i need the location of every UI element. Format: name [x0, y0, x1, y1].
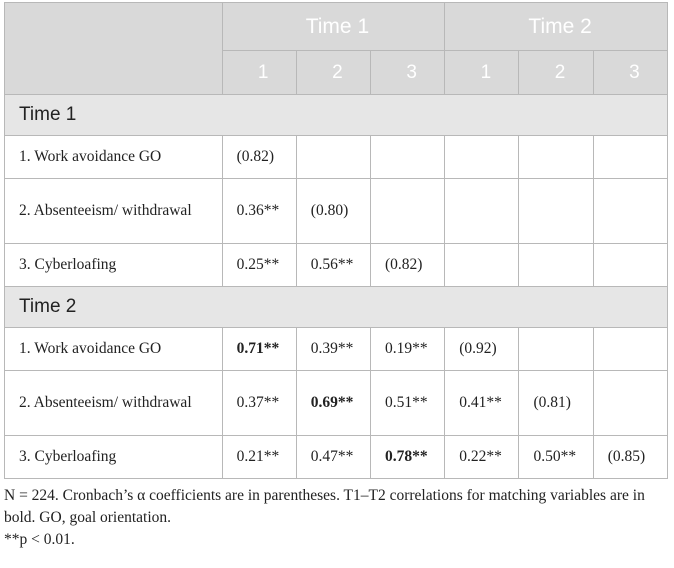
note-sample-size: N = 224. Cronbach’s α coefficients are in parentheses. T1–T2 correlations for matching variables are in bold. GO, goal orientation. — [4, 487, 645, 526]
table-cell: 0.22** — [445, 436, 519, 479]
table-cell — [445, 179, 519, 244]
header-col-t1-3: 3 — [371, 51, 445, 95]
header-corner — [5, 3, 223, 95]
header-col-t2-1: 1 — [445, 51, 519, 95]
table-cell: 0.21** — [222, 436, 296, 479]
table-cell — [519, 244, 593, 287]
note-significance: **p < 0.01. — [4, 531, 75, 548]
table-cell — [445, 136, 519, 179]
row-label: 3. Cyberloafing — [5, 244, 223, 287]
table-cell: 0.78** — [371, 436, 445, 479]
table-cell: 0.41** — [445, 371, 519, 436]
table-cell — [519, 328, 593, 371]
table-cell: 0.37** — [222, 371, 296, 436]
table-cell: 0.25** — [222, 244, 296, 287]
table-cell — [593, 328, 667, 371]
table-cell: (0.92) — [445, 328, 519, 371]
table-row — [5, 328, 668, 371]
section-title: Time 1 — [5, 95, 668, 136]
row-label: 1. Work avoidance GO — [5, 328, 223, 371]
row-label: 1. Work avoidance GO — [5, 136, 223, 179]
table-cell: 0.56** — [296, 244, 370, 287]
table-cell: (0.82) — [371, 244, 445, 287]
table-row — [5, 244, 668, 287]
table-cell: 0.51** — [371, 371, 445, 436]
header-row-time — [5, 3, 668, 51]
table-cell: (0.81) — [519, 371, 593, 436]
table-cell — [593, 179, 667, 244]
table-cell — [593, 244, 667, 287]
table-cell: (0.85) — [593, 436, 667, 479]
table-cell: 0.71** — [222, 328, 296, 371]
table-cell — [593, 136, 667, 179]
header-col-t2-3: 3 — [593, 51, 667, 95]
row-label: 2. Absenteeism/ withdrawal — [5, 179, 223, 244]
table-row — [5, 436, 668, 479]
correlation-table — [4, 2, 668, 479]
table-cell — [519, 179, 593, 244]
section-title: Time 2 — [5, 287, 668, 328]
table-cell: 0.47** — [296, 436, 370, 479]
table-row — [5, 136, 668, 179]
row-label: 2. Absenteeism/ withdrawal — [5, 371, 223, 436]
table-container — [4, 2, 668, 551]
header-col-t1-1: 1 — [222, 51, 296, 95]
table-cell: (0.82) — [222, 136, 296, 179]
table-row — [5, 371, 668, 436]
header-col-t1-2: 2 — [296, 51, 370, 95]
row-label: 3. Cyberloafing — [5, 436, 223, 479]
header-time-1: Time 1 — [222, 3, 445, 51]
table-cell — [296, 136, 370, 179]
table-cell — [445, 244, 519, 287]
table-cell: 0.69** — [296, 371, 370, 436]
table-cell: 0.39** — [296, 328, 370, 371]
table-body — [5, 95, 668, 479]
table-cell — [519, 136, 593, 179]
table-cell — [371, 136, 445, 179]
table-cell — [593, 371, 667, 436]
table-row — [5, 179, 668, 244]
table-cell: 0.19** — [371, 328, 445, 371]
header-col-t2-2: 2 — [519, 51, 593, 95]
table-notes — [4, 485, 668, 551]
table-cell — [371, 179, 445, 244]
table-cell: 0.50** — [519, 436, 593, 479]
section-row-time-1 — [5, 95, 668, 136]
table-cell: 0.36** — [222, 179, 296, 244]
header-time-2: Time 2 — [445, 3, 668, 51]
table-cell: (0.80) — [296, 179, 370, 244]
section-row-time-2 — [5, 287, 668, 328]
